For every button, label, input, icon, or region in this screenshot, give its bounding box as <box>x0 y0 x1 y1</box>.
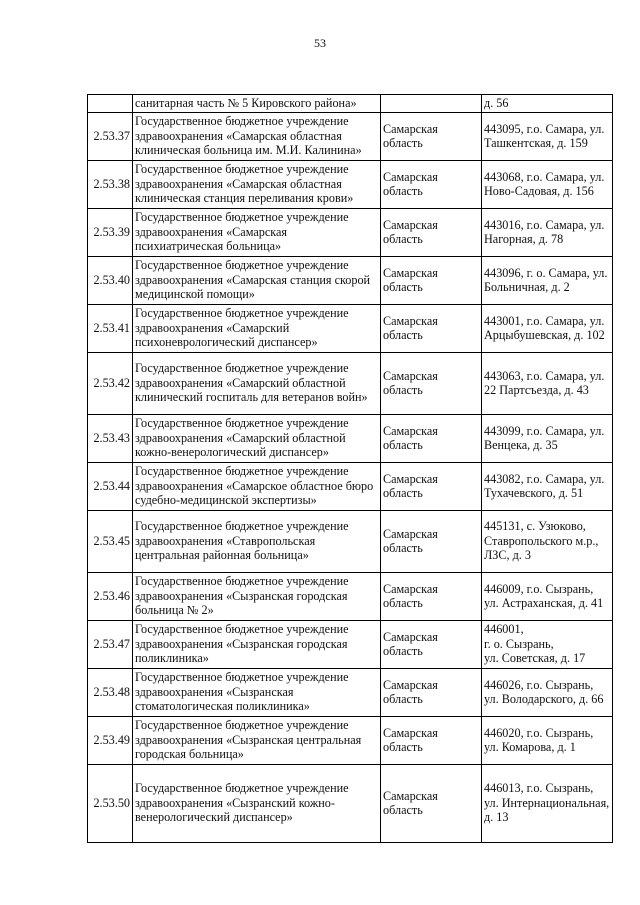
table-row <box>88 160 613 208</box>
row-number-cell: 2.53.48 <box>88 668 133 716</box>
region-cell: Самарская область <box>381 304 482 352</box>
institution-name-cell: Государственное бюджетное учреждение здравоохранения «Самарская психиатрическая больница» <box>133 208 381 256</box>
institution-name-cell: Государственное бюджетное учреждение здравоохранения «Сызранская городская поликлиника» <box>133 620 381 668</box>
row-number-cell: 2.53.43 <box>88 414 133 462</box>
institution-name-cell: Государственное бюджетное учреждение здравоохранения «Сызранский кожно-венерологический диспансер» <box>133 764 381 842</box>
region-cell: Самарская область <box>381 414 482 462</box>
table-row <box>88 462 613 510</box>
address-cell: 443001, г.о. Самара, ул. Арцыбушевская, д. 102 <box>482 304 613 352</box>
address-cell: 445131, с. Узюково, Ставропольского м.р., ЛЗС, д. 3 <box>482 510 613 572</box>
address-cell: 443063, г.о. Самара, ул. 22 Партсъезда, д. 43 <box>482 352 613 414</box>
institution-name-cell: Государственное бюджетное учреждение здравоохранения «Сызранская стоматологическая поликлиника» <box>133 668 381 716</box>
row-number-cell: 2.53.45 <box>88 510 133 572</box>
institution-name-cell: Государственное бюджетное учреждение здравоохранения «Самарская станция скорой медицинской помощи» <box>133 256 381 304</box>
region-cell <box>381 95 482 113</box>
table-row <box>88 620 613 668</box>
institution-name-cell: Государственное бюджетное учреждение здравоохранения «Ставропольская центральная районная больница» <box>133 510 381 572</box>
address-cell: д. 56 <box>482 95 613 113</box>
row-number-cell: 2.53.47 <box>88 620 133 668</box>
table-row <box>88 95 613 113</box>
region-cell: Самарская область <box>381 716 482 764</box>
table-row <box>88 208 613 256</box>
region-cell: Самарская область <box>381 510 482 572</box>
institution-name-cell: Государственное бюджетное учреждение здравоохранения «Самарская областная клиническая больница им. М.И. Калинина» <box>133 112 381 160</box>
address-cell: 443096, г. о. Самара, ул. Больничная, д. 2 <box>482 256 613 304</box>
region-cell: Самарская область <box>381 462 482 510</box>
table-row <box>88 304 613 352</box>
row-number-cell: 2.53.40 <box>88 256 133 304</box>
address-cell: 443016, г.о. Самара, ул. Нагорная, д. 78 <box>482 208 613 256</box>
table-row <box>88 414 613 462</box>
row-number-cell: 2.53.46 <box>88 572 133 620</box>
address-cell: 443068, г.о. Самара, ул. Ново-Садовая, д. 156 <box>482 160 613 208</box>
institution-name-cell: санитарная часть № 5 Кировского района» <box>133 95 381 113</box>
address-cell: 443095, г.о. Самара, ул. Ташкентская, д. 159 <box>482 112 613 160</box>
region-cell: Самарская область <box>381 764 482 842</box>
institution-name-cell: Государственное бюджетное учреждение здравоохранения «Самарский психоневрологический диспансер» <box>133 304 381 352</box>
institution-name-cell: Государственное бюджетное учреждение здравоохранения «Самарский областной кожно-венерологический диспансер» <box>133 414 381 462</box>
institutions-table-body <box>88 95 613 843</box>
institution-name-cell: Государственное бюджетное учреждение здравоохранения «Сызранская городская больница № 2» <box>133 572 381 620</box>
address-cell: 446026, г.о. Сызрань, ул. Володарского, д. 66 <box>482 668 613 716</box>
table-row <box>88 668 613 716</box>
row-number-cell: 2.53.41 <box>88 304 133 352</box>
address-cell: 446001, г. о. Сызрань, ул. Советская, д. 17 <box>482 620 613 668</box>
institution-name-cell: Государственное бюджетное учреждение здравоохранения «Самарское областное бюро судебно-медицинской экспертизы» <box>133 462 381 510</box>
region-cell: Самарская область <box>381 352 482 414</box>
region-cell: Самарская область <box>381 160 482 208</box>
region-cell: Самарская область <box>381 208 482 256</box>
row-number-cell <box>88 95 133 113</box>
page-number: 53 <box>314 36 326 50</box>
row-number-cell: 2.53.49 <box>88 716 133 764</box>
institution-name-cell: Государственное бюджетное учреждение здравоохранения «Самарская областная клиническая станция переливания крови» <box>133 160 381 208</box>
institution-name-cell: Государственное бюджетное учреждение здравоохранения «Самарский областной клинический госпиталь для ветеранов войн» <box>133 352 381 414</box>
table-row <box>88 112 613 160</box>
address-cell: 443082, г.о. Самара, ул. Тухачевского, д. 51 <box>482 462 613 510</box>
region-cell: Самарская область <box>381 668 482 716</box>
region-cell: Самарская область <box>381 620 482 668</box>
table-row <box>88 352 613 414</box>
row-number-cell: 2.53.50 <box>88 764 133 842</box>
table-row <box>88 510 613 572</box>
table-row <box>88 764 613 842</box>
address-cell: 446009, г.о. Сызрань, ул. Астраханская, д. 41 <box>482 572 613 620</box>
institutions-table <box>87 94 613 843</box>
row-number-cell: 2.53.42 <box>88 352 133 414</box>
row-number-cell: 2.53.39 <box>88 208 133 256</box>
address-cell: 446020, г.о. Сызрань, ул. Комарова, д. 1 <box>482 716 613 764</box>
region-cell: Самарская область <box>381 112 482 160</box>
row-number-cell: 2.53.44 <box>88 462 133 510</box>
table-row <box>88 572 613 620</box>
region-cell: Самарская область <box>381 256 482 304</box>
region-cell: Самарская область <box>381 572 482 620</box>
institution-name-cell: Государственное бюджетное учреждение здравоохранения «Сызранская центральная городская больница» <box>133 716 381 764</box>
address-cell: 446013, г.о. Сызрань, ул. Интернациональная, д. 13 <box>482 764 613 842</box>
row-number-cell: 2.53.37 <box>88 112 133 160</box>
table-row <box>88 256 613 304</box>
address-cell: 443099, г.о. Самара, ул. Венцека, д. 35 <box>482 414 613 462</box>
row-number-cell: 2.53.38 <box>88 160 133 208</box>
table-row <box>88 716 613 764</box>
